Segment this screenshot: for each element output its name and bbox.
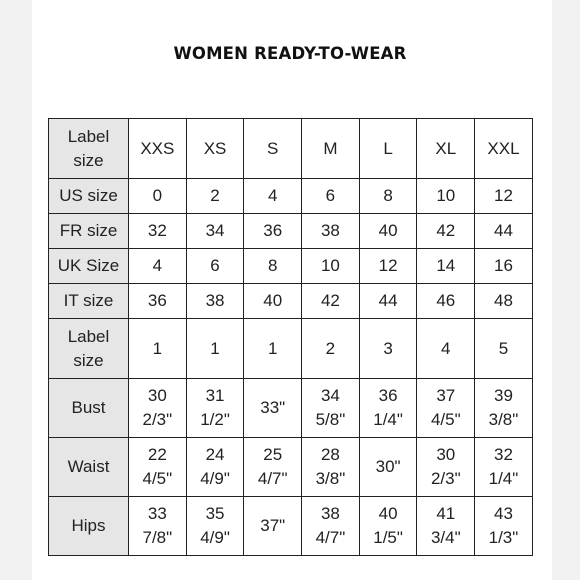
table-cell: 37 4/5" <box>417 379 475 438</box>
table-row <box>49 497 533 556</box>
table-cell: 2 <box>302 319 360 379</box>
table-row <box>49 249 533 284</box>
table-cell: 10 <box>302 249 360 284</box>
table-cell: 37" <box>244 497 302 556</box>
table-cell: 38 <box>302 214 360 249</box>
table-cell: 48 <box>475 284 533 319</box>
table-cell: 39 3/8" <box>475 379 533 438</box>
row-header: IT size <box>49 284 129 319</box>
row-header: FR size <box>49 214 129 249</box>
table-cell: 40 <box>244 284 302 319</box>
table-cell: 34 5/8" <box>302 379 360 438</box>
table-cell: 32 <box>129 214 187 249</box>
table-cell: 31 1/2" <box>186 379 244 438</box>
table-row <box>49 379 533 438</box>
table-cell: 25 4/7" <box>244 438 302 497</box>
table-cell: XS <box>186 119 244 179</box>
table-cell: 4 <box>129 249 187 284</box>
table-cell: 14 <box>417 249 475 284</box>
table-cell: 33" <box>244 379 302 438</box>
table-cell: 1 <box>186 319 244 379</box>
table-row <box>49 284 533 319</box>
table-cell: XXS <box>129 119 187 179</box>
table-cell: 44 <box>359 284 417 319</box>
table-cell: XL <box>417 119 475 179</box>
table-row <box>49 119 533 179</box>
table-cell: 22 4/5" <box>129 438 187 497</box>
page-title: WOMEN READY-TO-WEAR <box>173 44 407 63</box>
table-cell: 33 7/8" <box>129 497 187 556</box>
table-cell: M <box>302 119 360 179</box>
table-cell: 40 <box>359 214 417 249</box>
table-cell: 12 <box>475 179 533 214</box>
table-cell: 36 <box>129 284 187 319</box>
table-cell: 3 <box>359 319 417 379</box>
table-cell: 10 <box>417 179 475 214</box>
table-cell: 2 <box>186 179 244 214</box>
table-cell: 43 1/3" <box>475 497 533 556</box>
table-row <box>49 319 533 379</box>
table-cell: 34 <box>186 214 244 249</box>
size-chart-table <box>48 118 533 556</box>
table-cell: 24 4/9" <box>186 438 244 497</box>
table-cell: 5 <box>475 319 533 379</box>
table-cell: 28 3/8" <box>302 438 360 497</box>
table-cell: 40 1/5" <box>359 497 417 556</box>
table-row <box>49 438 533 497</box>
table-row <box>49 179 533 214</box>
table-cell: 41 3/4" <box>417 497 475 556</box>
row-header: Label size <box>49 119 129 179</box>
table-row <box>49 214 533 249</box>
table-cell: 36 <box>244 214 302 249</box>
table-cell: 0 <box>129 179 187 214</box>
table-cell: 36 1/4" <box>359 379 417 438</box>
table-cell: S <box>244 119 302 179</box>
row-header: UK Size <box>49 249 129 284</box>
table-cell: 35 4/9" <box>186 497 244 556</box>
table-cell: 8 <box>244 249 302 284</box>
table-cell: 4 <box>417 319 475 379</box>
table-cell: 30 2/3" <box>417 438 475 497</box>
table-cell: 32 1/4" <box>475 438 533 497</box>
table-cell: 16 <box>475 249 533 284</box>
table-cell: 1 <box>244 319 302 379</box>
row-header: Bust <box>49 379 129 438</box>
table-cell: 42 <box>417 214 475 249</box>
table-cell: 30 2/3" <box>129 379 187 438</box>
table-cell: 8 <box>359 179 417 214</box>
table-cell: 1 <box>129 319 187 379</box>
table-cell: 6 <box>302 179 360 214</box>
table-cell: XXL <box>475 119 533 179</box>
table-cell: 6 <box>186 249 244 284</box>
table-cell: 4 <box>244 179 302 214</box>
table-cell: L <box>359 119 417 179</box>
table-cell: 38 <box>186 284 244 319</box>
table-cell: 46 <box>417 284 475 319</box>
table-cell: 12 <box>359 249 417 284</box>
row-header: Label size <box>49 319 129 379</box>
table-cell: 30" <box>359 438 417 497</box>
row-header: Hips <box>49 497 129 556</box>
table-cell: 44 <box>475 214 533 249</box>
table-cell: 38 4/7" <box>302 497 360 556</box>
table-cell: 42 <box>302 284 360 319</box>
row-header: Waist <box>49 438 129 497</box>
row-header: US size <box>49 179 129 214</box>
